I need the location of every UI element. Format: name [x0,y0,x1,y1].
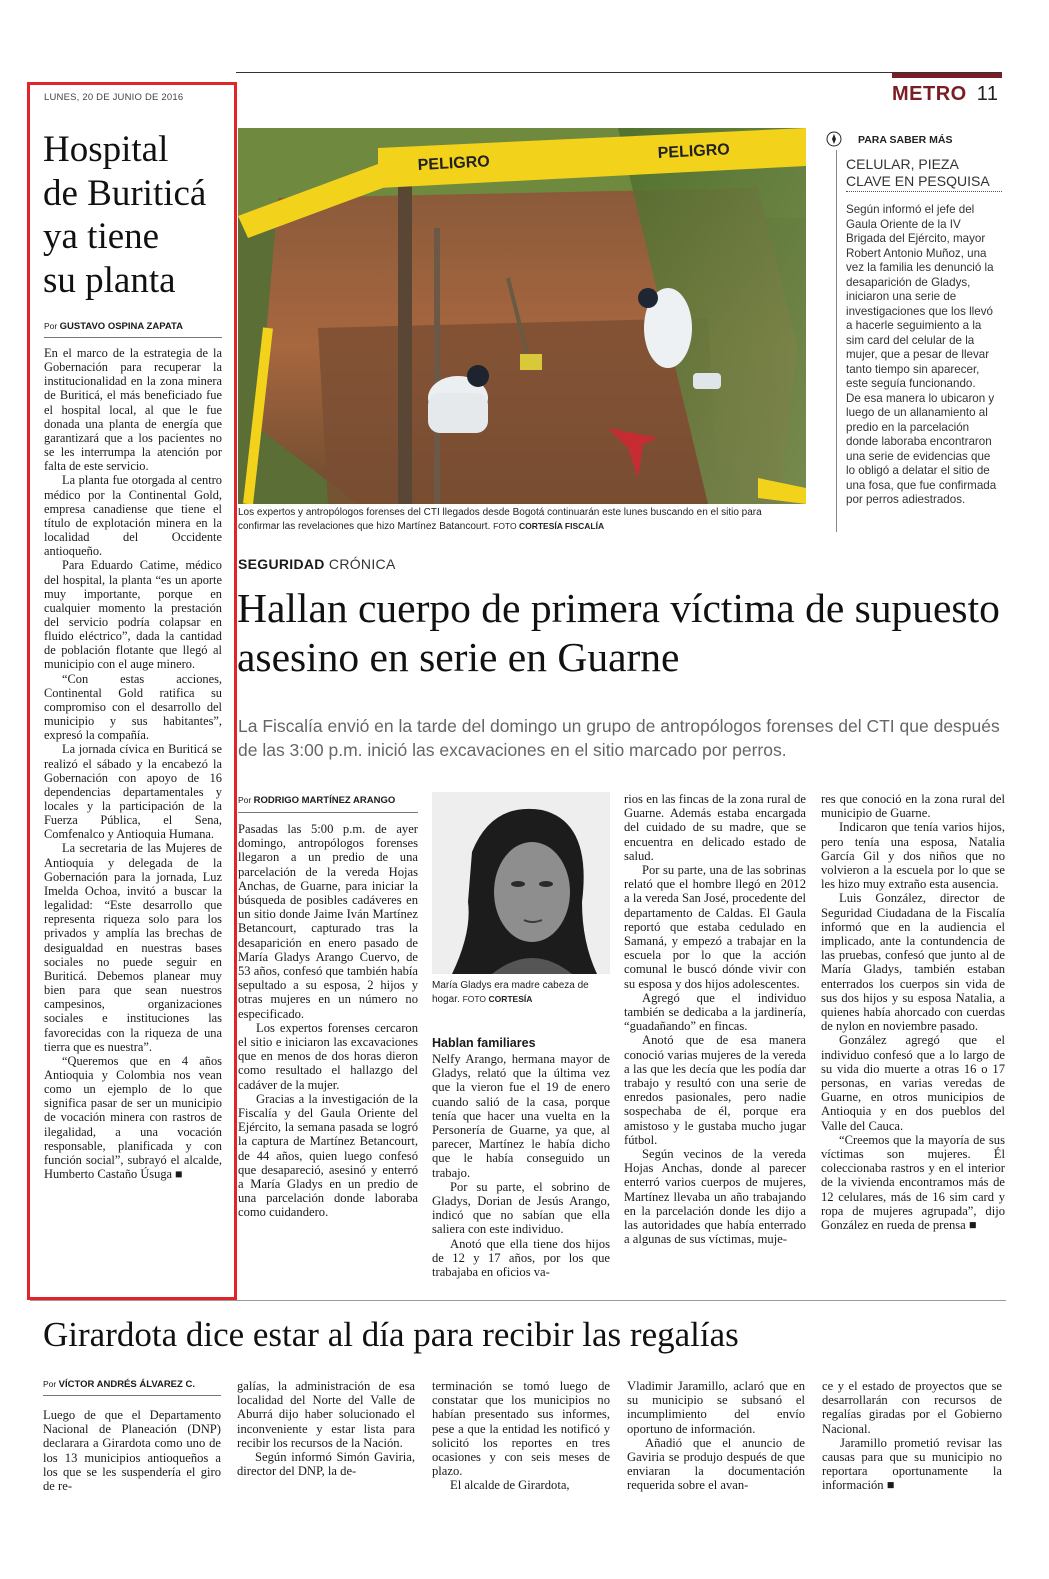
sidebar-rule [836,150,837,532]
paragraph: Indicaron que tenía varios hijos, pero tenía una esposa, Natalia García Gil y dos niños que no volvieron a la escuela por lo que se les hizo muy extraño esta ausencia. [821,820,1005,892]
header-rule [236,72,1002,73]
sidebar-kicker: PARA SABER MÁS [858,134,953,146]
sidebar-title: CELULAR, PIEZA CLAVE EN PESQUISA [846,156,1002,192]
paragraph: Según informó Simón Gaviria, director del DNP, la de- [237,1450,415,1479]
main-byline-rule [238,812,418,813]
paragraph: “Creemos que la mayoría de sus víctimas son mujeres. Él coleccionaba rastros y en el interior de la vivienda encontramos más de 12 celulares, más de 16 sim card y ropa de mujeres agrupada”, dijo González en rueda de prensa ■ [821,1132,1005,1233]
main-headline: Hallan cuerpo de primera víctima de supuesto asesino en serie en Guarne [237,585,1000,680]
bottom-col-2 [237,1379,415,1478]
section-name: METRO [892,83,967,105]
main-col-1 [238,822,418,1220]
paragraph: En el marco de la estrategia de la Gobernación para recuperar la institucionalidad en la zona minera de Buriticá, el más beneficiado fue el hospital local, al que le fue donada una planta de energía que garantizará que a los pacientes no se les interrumpa la atención por falta de este servicio. [44,346,222,474]
paragraph: Luis González, director de Seguridad Ciudadana de la Fiscalía informó que en la audiencia el implicado, ante la contundencia de las pruebas, confesó que junto al de María Gladys, también estaban enterrados los cuerpos sin vida de sus dos hijos y su esposa Natalia, a quienes había ahorcado con cuerdas de nylon en noviembre pasado. [821,891,1005,1034]
bottom-byline: Por VÍCTOR ANDRÉS ÁLVAREZ C. [43,1379,195,1390]
bottom-byline-name: VÍCTOR ANDRÉS ÁLVAREZ C. [58,1379,195,1390]
bottom-col-4 [627,1379,805,1493]
bottom-col-5 [822,1379,1002,1493]
paragraph: Los expertos forenses cercaron el sitio e iniciaron las excavaciones que en menos de dos horas dieron como resultado el hallazgo del cadáver de la mujer. [238,1020,418,1092]
tape-text: PELIGRO [657,141,731,162]
main-col-4 [821,792,1005,1232]
photo-credit: FOTO CORTESÍA FISCALÍA [493,520,605,531]
page-number: 11 [976,83,999,105]
paragraph: galías, la administración de esa localidad del Norte del Valle de Aburrá dijo haber solucionado el inconveniente y estar lista para recibir los recursos de la Nación. [237,1379,415,1450]
paragraph: res que conoció en la zona rural del municipio de Guarne. [821,792,1005,821]
left-byline-rule [44,337,222,338]
left-byline-name: GUSTAVO OSPINA ZAPATA [59,321,183,332]
bottom-headline: Girardota dice estar al día para recibir las regalías [43,1315,739,1354]
paragraph: terminación se tomó luego de constatar que los municipios no habían presentado sus informes, pese a que la entidad les notificó y solicitó los reportes en tres ocasiones y con seis meses de plazo. [432,1379,610,1479]
main-dek: La Fiscalía envió en la tarde del domingo un grupo de antropólogos forenses del CTI que después de las 3:00 p.m. inició las excavaciones en el sitio marcado por perros. [238,716,1000,760]
bottom-byline-rule [43,1395,221,1396]
main-byline: Por RODRIGO MARTÍNEZ ARANGO [238,795,396,806]
date-line: LUNES, 20 DE JUNIO DE 2016 [44,92,184,103]
paragraph: El alcalde de Girardota, [450,1478,570,1493]
paragraph: Agregó que el individuo también se dedicaba a la jardinería, “guadañando” en fincas. [624,990,806,1034]
paragraph: La secretaria de las Mujeres de Antioquia y delegada de la Gobernación para la jornada, Luz Imelda Ochoa, invitó a buscar la legalidad: “Este desarrollo que representa riqueza solo para los privados y amplía las brechas de desigualdad en nuestras bases sociales no puede seguir en Buriticá. Debemos planear muy bien para que sean nuestros campesinos, organizaciones sociales e instituciones las favorecidas con la riqueza de una tierra que es nuestra”. [44,841,222,1054]
portrait-credit: FOTO CORTESÍA [462,993,533,1004]
left-title-line: ya tiene [43,216,160,257]
pin-icon [826,131,842,147]
paragraph: González agregó que el individuo confesó que a lo largo de su vida dio muerte a otras 16 o 17 personas, en varias veredas de Guarne, en otros municipios de Antioquia y en dos pueblos del Valle del Cauca. [821,1033,1005,1133]
main-col-2 [432,1052,610,1279]
paragraph: Por su parte, una de las sobrinas relató que el hombre llegó en 2012 a la vereda San José, procedente del departamento de Caldas. El Gaula reportó que estaba cedulado en Samaná, y empezó a trabajar en la escuela por lo que la acción comunal le buscó dónde vivir con su esposa y dos hijos adolescentes. [624,863,806,991]
paragraph: “Con estas acciones, Continental Gold ratifica su compromiso con el desarrollo del municipio y sus habitantes”, expresó la compañía. [44,671,222,743]
portrait-photo [432,792,610,974]
paragraph: Jaramillo prometió revisar las causas para que su municipio no reportara oportunamente la información ■ [822,1435,1002,1493]
paragraph: Vladimir Jaramillo, aclaró que en su municipio se subsanó el incumplimiento del envío oportuno de información. [627,1379,805,1436]
paragraph: “Queremos que en 4 años Antioquia y Colombia nos vean como un ejemplo de lo que significa pasar de ser un municipio de vocación minera con rastros de ilegalidad, a una vocación responsable, planificada y con función social”, subrayó el alcalde, Humberto Castaño Úsuga ■ [44,1053,222,1182]
portrait-caption: María Gladys era madre cabeza de hogar. FOTO CORTESÍA [432,980,589,1005]
sidebar-body: Según informó el jefe del Gaula Oriente de la IV Brigada del Ejército, mayor Robert Antonio Muñoz, una vez la familia les denunció la desaparición de Gladys, iniciaron una serie de investigaciones que los llevó a hacerle seguimiento a la sim card del celular de la mujer, que a pesar de llevar tanto tiempo sin aparecer, este seguía funcionando. De esa manera lo ubicaron y luego de un allanamiento al predio en la parcelación donde laboraba encontraron una serie de evidencias que lo obligó a delatar el sitio de una fosa, que fue confirmada por perros adiestrados. [846,203,997,506]
paragraph: Por su parte, el sobrino de Gladys, Dorian de Jesús Arango, indicó que no sabían que ella saliera con este individuo. [432,1179,610,1237]
paragraph: Para Eduardo Catime, médico del hospital, la planta “es un aporte muy importante, porque en cualquier momento la prestación del servicio podría colapsar en fluido eléctrico”, dada la cantidad de población flotante que llegó al municipio con el auge minero. [44,558,222,672]
tape-text: PELIGRO [417,153,491,174]
left-title-line: su planta [43,259,176,301]
left-byline: Por GUSTAVO OSPINA ZAPATA [44,321,183,332]
paragraph: Anotó que ella tiene dos hijos de 12 y 17 años, por los que trabajaba en oficios va- [432,1236,610,1280]
left-title-line: Hospital [43,129,169,170]
paragraph: ce y el estado de proyectos que se desarrollarán con recursos de regalías giradas por el Gobierno Nacional. [822,1379,1002,1436]
left-title [43,128,233,302]
paragraph: Según vecinos de la vereda Hojas Anchas, donde al parecer enterró varios cuerpos de mujeres, Martínez llevaba un año trabajando en la parcelación donde les dijo a las autoridades que había enterrado a algunas de sus víctimas, muje- [624,1147,806,1247]
paragraph: Luego de que el Departamento Nacional de Planeación (DNP) declarara a Girardota como uno de los 13 municipios antioqueños a los que se les suspendería el giro de re- [43,1408,221,1494]
bottom-col-3 [432,1379,610,1493]
excavation-photo [238,128,806,504]
paragraph: rios en las fincas de la zona rural de Guarne. Además estaba encargada del cuidado de su madre, que se encuentra en delicado estado de salud. [624,792,806,863]
main-subhead: Hablan familiares [432,1036,536,1050]
portrait-graphic [432,792,610,974]
paragraph: Pasadas las 5:00 p.m. de ayer domingo, antropólogos forenses llegaron a un predio de una parcelación de la vereda Hojas Anchas, de Guarne, para iniciar la búsqueda de posibles cadáveres en un sitio donde Jaime Iván Martínez Betancourt, capturado tras la desaparición en enero pasado de María Gladys Arango Cuervo, de 53 años, confesó que también había sepultado a su esposa, 2 hijos y otras mujeres en un número no especificado. [238,822,418,1021]
bottom-divider [30,1300,1006,1301]
photo-caption: Los expertos y antropólogos forenses del CTI llegados desde Bogotá continuarán este lunes buscando en el sitio para confirmar las revelaciones que hizo Martínez Batancourt. FOTO CORTESÍA FISCALÍA [238,507,762,532]
bottom-col-1 [43,1408,221,1493]
paragraph: La planta fue otorgada al centro médico por la Continental Gold, empresa canadiense que tiene el título de explotación minera en la localidad del Occidente antioqueño. [44,473,222,559]
main-kicker: SEGURIDAD CRÓNICA [238,556,396,572]
section-bar [892,73,1002,78]
section-label [892,83,999,106]
left-title-line: de Buriticá [43,172,207,214]
left-article-body [44,346,222,1181]
excavation-photo-graphic [238,128,806,504]
paragraph: Nelfy Arango, hermana mayor de Gladys, relató que la última vez que la vieron fue el 19 de enero cuando salió de la casa, porque tenía que hacer una vuelta en la Personería de Guarne, ya que, al parecer, Martínez le había dicho que le había conseguido un trabajo. [432,1052,610,1180]
paragraph: Gracias a la investigación de la Fiscalía y del Gaula Oriente del Ejército, la semana pasada se logró la captura de Martínez Betancourt, de 44 años, quien luego confesó que desapareció, asesinó y enterró a María Gladys en un predio de una parcelación donde laboraba como cuidandero. [238,1091,418,1220]
paragraph: Anotó que de esa manera conoció varias mujeres de la vereda a las que les decía que les podía dar trabajo y resultó con una serie de enredos pasionales, pero nadie sospechaba de él, porque era amistoso y le gustaba mucho jugar fútbol. [624,1033,806,1147]
paragraph: La jornada cívica en Buriticá se realizó el sábado y la encabezó la Gobernación con apoyo de 16 dependencias departamentales y locales y la participación de la Fuerza Pública, el Sena, Comfenalco y Antioquia Humana. [44,742,222,842]
paragraph: Añadió que el anuncio de Gaviria se produjo después de que enviaran la documentación requerida sobre el avan- [627,1435,805,1493]
main-col-3 [624,792,806,1247]
main-byline-name: RODRIGO MARTÍNEZ ARANGO [253,795,396,806]
